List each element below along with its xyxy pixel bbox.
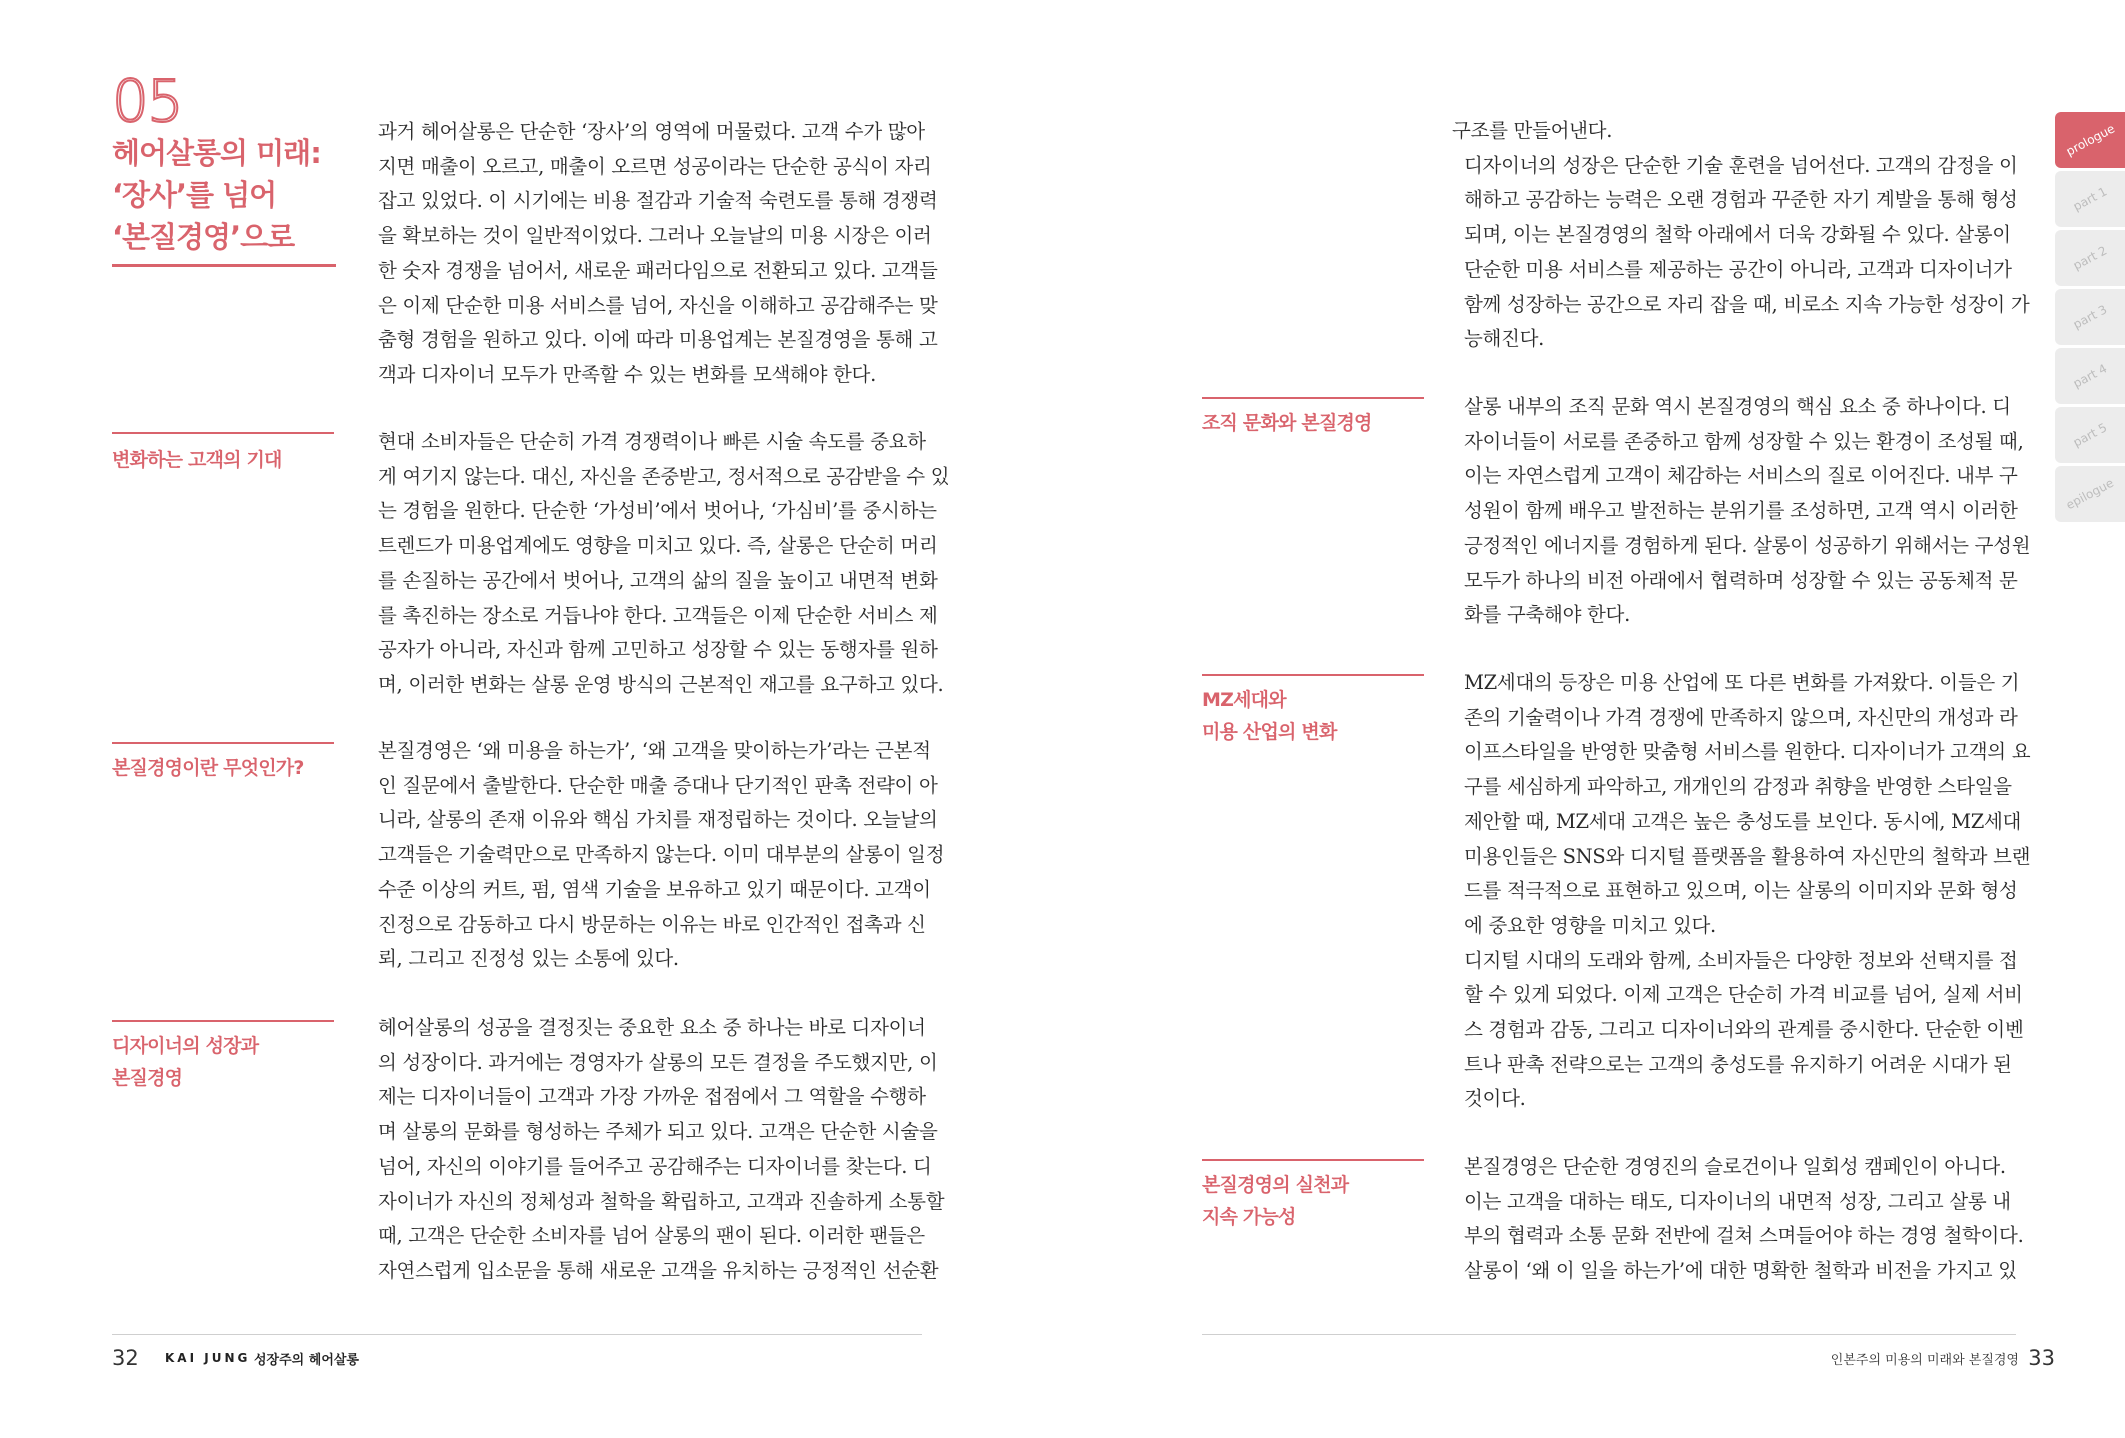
section-heading-line: 본질경영의 실천과 [1202,1174,1349,1196]
section-heading-line: MZ세대와 [1202,689,1286,711]
text-line: 것이다. [1464,1087,1526,1111]
right-page [1062,0,2125,1438]
text-line: 모두가 하나의 비전 아래에서 협력하며 성장할 수 있는 공동체적 문 [1464,568,2018,592]
tab-epilogue[interactable] [2055,466,2125,522]
text-line: 를 손질하는 공간에서 벗어나, 고객의 삶의 질을 높이고 내면적 변화 [378,568,938,592]
body-section [1452,390,2030,633]
text-line: 제안할 때, MZ세대 고객은 높은 충성도를 보인다. 동시에, MZ세대 [1464,809,2022,833]
tab-label: part 5 [2070,420,2110,450]
text-line: 인 질문에서 출발한다. 단순한 매출 증대나 단기적인 판촉 전략이 아 [378,773,938,797]
page-number: 33 [2028,1346,2055,1370]
text-line: 객과 디자이너 모두가 만족할 수 있는 변화를 모색해야 한다. [378,362,876,386]
page-number: 32 [112,1346,139,1370]
chapter-title-line: 헤어살롱의 미래: [112,136,321,170]
text-line: 해하고 공감하는 능력은 오랜 경험과 꾸준한 자기 계발을 통해 형성 [1464,188,2018,212]
tab-prologue[interactable] [2055,112,2125,168]
tab-label: part 2 [2070,243,2110,273]
section-heading [1202,407,1424,439]
text-line: 스 경험과 감동, 그리고 디자이너와의 관계를 중시한다. 단순한 이벤 [1464,1018,2024,1042]
text-line: 는 경험을 원한다. 단순한 ‘가성비’에서 벗어나, ‘가심비’를 중시하는 [378,499,937,523]
section-heading-line: 변화하는 고객의 기대 [112,449,282,471]
chapter-title-line: ‘장사’를 넘어 [112,178,277,212]
text-line: 구조를 만들어낸다. [1452,119,1613,142]
text-line: 능해진다. [1464,327,1545,351]
text-line: 함께 성장하는 공간으로 자리 잡을 때, 비로소 지속 가능한 성장이 가 [1464,292,2030,316]
text-line: 은 이제 단순한 미용 서비스를 넘어, 자신을 이해하고 공감해주는 맞 [378,293,938,317]
body-section [366,425,949,703]
text-line: 트나 판촉 전략으로는 고객의 충성도를 유지하기 어려운 시대가 된 [1464,1052,2012,1076]
section-divider [112,432,334,434]
body-section [1452,666,2030,1117]
footer-divider [1202,1334,2016,1335]
section-heading [1202,684,1424,748]
section-heading-line: 조직 문화와 본질경영 [1202,412,1372,434]
section-heading [112,444,334,476]
brand-logo: KAI JUNG [165,1351,251,1365]
body-section [1452,1150,2024,1289]
text-line: 디지털 시대의 도래와 함께, 소비자들은 다양한 정보와 선택지를 접 [1464,948,2018,972]
text-line: 현대 소비자들은 단순히 가격 경쟁력이나 빠른 시술 속도를 중요하 [378,430,926,453]
tab-label: epilogue [2063,475,2117,513]
tab-label: part 3 [2070,302,2110,332]
text-line: 춤형 경험을 원하고 있다. 이에 따라 미용업계는 본질경영을 통해 고 [378,328,938,352]
text-line: 할 수 있게 되었다. 이제 고객은 단순히 가격 비교를 넘어, 실제 서비 [1464,983,2023,1007]
tab-label: part 4 [2070,361,2110,391]
tab-part-5[interactable] [2055,407,2125,463]
chapter-title [112,132,342,258]
text-line: 넘어, 자신의 이야기를 들어주고 공감해주는 디자이너를 찾는다. 디 [378,1154,932,1178]
text-line: 자연스럽게 입소문을 통해 새로운 고객을 유치하는 긍정적인 선순환 [378,1258,939,1282]
chapter-divider [112,264,336,267]
text-line: 단순한 미용 서비스를 제공하는 공간이 아니라, 고객과 디자이너가 [1464,257,2012,281]
body-section [366,1011,944,1289]
tab-part-2[interactable] [2055,230,2125,286]
text-line: 긍정적인 에너지를 경험하게 된다. 살롱이 성공하기 위해서는 구성원 [1464,533,2031,557]
body-section-continued [1452,114,2029,357]
text-line: 화를 구축해야 한다. [1464,603,1630,627]
section-tabs [2055,112,2125,525]
section-divider [1202,1159,1424,1161]
text-line: 고객들은 기술력만으로 만족하지 않는다. 이미 대부분의 살롱이 일정 [378,843,945,867]
text-line: 드를 적극적으로 표현하고 있으며, 이는 살롱의 이미지와 문화 형성 [1464,879,2018,903]
section-divider [112,1020,334,1022]
section-heading [1202,1169,1424,1233]
section-heading-line: 본질경영이란 무엇인가? [112,757,304,779]
section-heading-line: 본질경영 [112,1067,183,1089]
text-line: 진정으로 감동하고 다시 방문하는 이유는 바로 인간적인 접촉과 신 [378,912,926,936]
text-line: MZ세대의 등장은 미용 산업에 또 다른 변화를 가져왔다. 이들은 기 [1464,671,2020,694]
book-title: 성장주의 헤어살롱 [254,1353,359,1368]
text-line: 본질경영은 ‘왜 미용을 하는가’, ‘왜 고객을 맞이하는가’라는 근본적 [378,739,931,762]
chapter-title-line: ‘본질경영’으로 [112,220,295,254]
text-line: 지면 매출이 오르고, 매출이 오르면 성공이라는 단순한 공식이 자리 [378,154,932,178]
tab-part-3[interactable] [2055,289,2125,345]
text-line: 이는 고객을 대하는 태도, 디자이너의 내면적 성장, 그리고 살롱 내 [1464,1189,2011,1213]
section-heading [112,752,334,784]
text-line: 자이너들이 서로를 존중하고 함께 성장할 수 있는 환경이 조성될 때, [1464,429,2024,453]
chapter-number: 05 [112,67,182,135]
body-section-intro [366,115,938,393]
section-heading-line: 지속 가능성 [1202,1206,1296,1228]
text-line: 의 성장이다. 과거에는 경영자가 살롱의 모든 결정을 주도했지만, 이 [378,1050,938,1074]
running-title: 인본주의 미용의 미래와 본질경영 [1830,1353,2019,1368]
text-line: 를 촉진하는 장소로 거듭나야 한다. 고객들은 이제 단순한 서비스 제 [378,603,938,627]
text-line: 미용인들은 SNS와 디지털 플랫폼을 활용하여 자신만의 철학과 브랜 [1464,844,2031,868]
text-line: 부의 협력과 소통 문화 전반에 걸쳐 스며들어야 하는 경영 철학이다. [1464,1224,2024,1248]
tab-label: prologue [2063,121,2117,159]
section-heading-line: 디자이너의 성장과 [112,1035,259,1057]
text-line: 게 여기지 않는다. 대신, 자신을 존중받고, 정서적으로 공감받을 수 있 [378,464,950,488]
text-line: 성원이 함께 배우고 발전하는 분위기를 조성하면, 고객 역시 이러한 [1464,499,2018,523]
text-line: 을 확보하는 것이 일반적이었다. 그러나 오늘날의 미용 시장은 이러 [378,224,932,248]
text-line: 살롱이 ‘왜 이 일을 하는가’에 대한 명확한 철학과 비전을 가지고 있 [1464,1259,2017,1283]
tab-part-4[interactable] [2055,348,2125,404]
text-line: 제는 디자이너들이 고객과 가장 가까운 접점에서 그 역할을 수행하 [378,1085,926,1109]
section-heading [112,1030,334,1094]
text-line: 본질경영은 단순한 경영진의 슬로건이나 일회성 캠페인이 아니다. [1464,1155,2006,1178]
text-line: 뢰, 그리고 진정성 있는 소통에 있다. [378,947,679,971]
text-line: 헤어살롱의 성공을 결정짓는 중요한 요소 중 하나는 바로 디자이너 [378,1016,926,1039]
text-line: 한 숫자 경쟁을 넘어서, 새로운 패러다임으로 전환되고 있다. 고객들 [378,258,938,282]
text-line: 이는 자연스럽게 고객이 체감하는 서비스의 질로 이어진다. 내부 구 [1464,464,2018,488]
text-line: 니라, 살롱의 존재 이유와 핵심 가치를 재정립하는 것이다. 오늘날의 [378,808,938,832]
text-line: 트렌드가 미용업계에도 영향을 미치고 있다. 즉, 살롱은 단순히 머리 [378,534,938,558]
text-line: 며 살롱의 문화를 형성하는 주체가 되고 있다. 고객은 단순한 시술을 [378,1120,938,1144]
text-line: 때, 고객은 단순한 소비자를 넘어 살롱의 팬이 된다. 이러한 팬들은 [378,1224,925,1248]
text-line: 이프스타일을 반영한 맞춤형 서비스를 원한다. 디자이너가 고객의 요 [1464,740,2031,764]
text-line: 되며, 이는 본질경영의 철학 아래에서 더욱 강화될 수 있다. 살롱이 [1464,223,2011,247]
section-divider [112,742,334,744]
text-line: 수준 이상의 커트, 펌, 염색 기술을 보유하고 있기 때문이다. 고객이 [378,877,931,901]
footer-divider [112,1334,922,1335]
section-divider [1202,674,1424,676]
section-divider [1202,397,1424,399]
text-line: 공자가 아니라, 자신과 함께 고민하고 성장할 수 있는 동행자를 원하 [378,638,938,662]
tab-label: part 1 [2070,184,2110,214]
body-section [366,734,944,977]
text-line: 잡고 있었다. 이 시기에는 비용 절감과 기술적 숙련도를 통해 경쟁력 [378,189,938,213]
tab-part-1[interactable] [2055,171,2125,227]
left-page [0,0,1062,1438]
text-line: 에 중요한 영향을 미치고 있다. [1464,913,1716,937]
text-line: 존의 기술력이나 가격 경쟁에 만족하지 않으며, 자신만의 개성과 라 [1464,705,2018,729]
section-heading-line: 미용 산업의 변화 [1202,721,1337,743]
text-line: 살롱 내부의 조직 문화 역시 본질경영의 핵심 요소 중 하나이다. 디 [1464,395,2011,418]
text-line: 자이너가 자신의 정체성과 철학을 확립하고, 고객과 진솔하게 소통할 [378,1189,945,1213]
text-line: 디자이너의 성장은 단순한 기술 훈련을 넘어선다. 고객의 감정을 이 [1464,153,2018,177]
text-line: 며, 이러한 변화는 살롱 운영 방식의 근본적인 재고를 요구하고 있다. [378,672,944,696]
text-line: 구를 세심하게 파악하고, 개개인의 감정과 취향을 반영한 스타일을 [1464,775,2012,799]
text-line: 과거 헤어살롱은 단순한 ‘장사’의 영역에 머물렀다. 고객 수가 많아 [378,120,925,143]
